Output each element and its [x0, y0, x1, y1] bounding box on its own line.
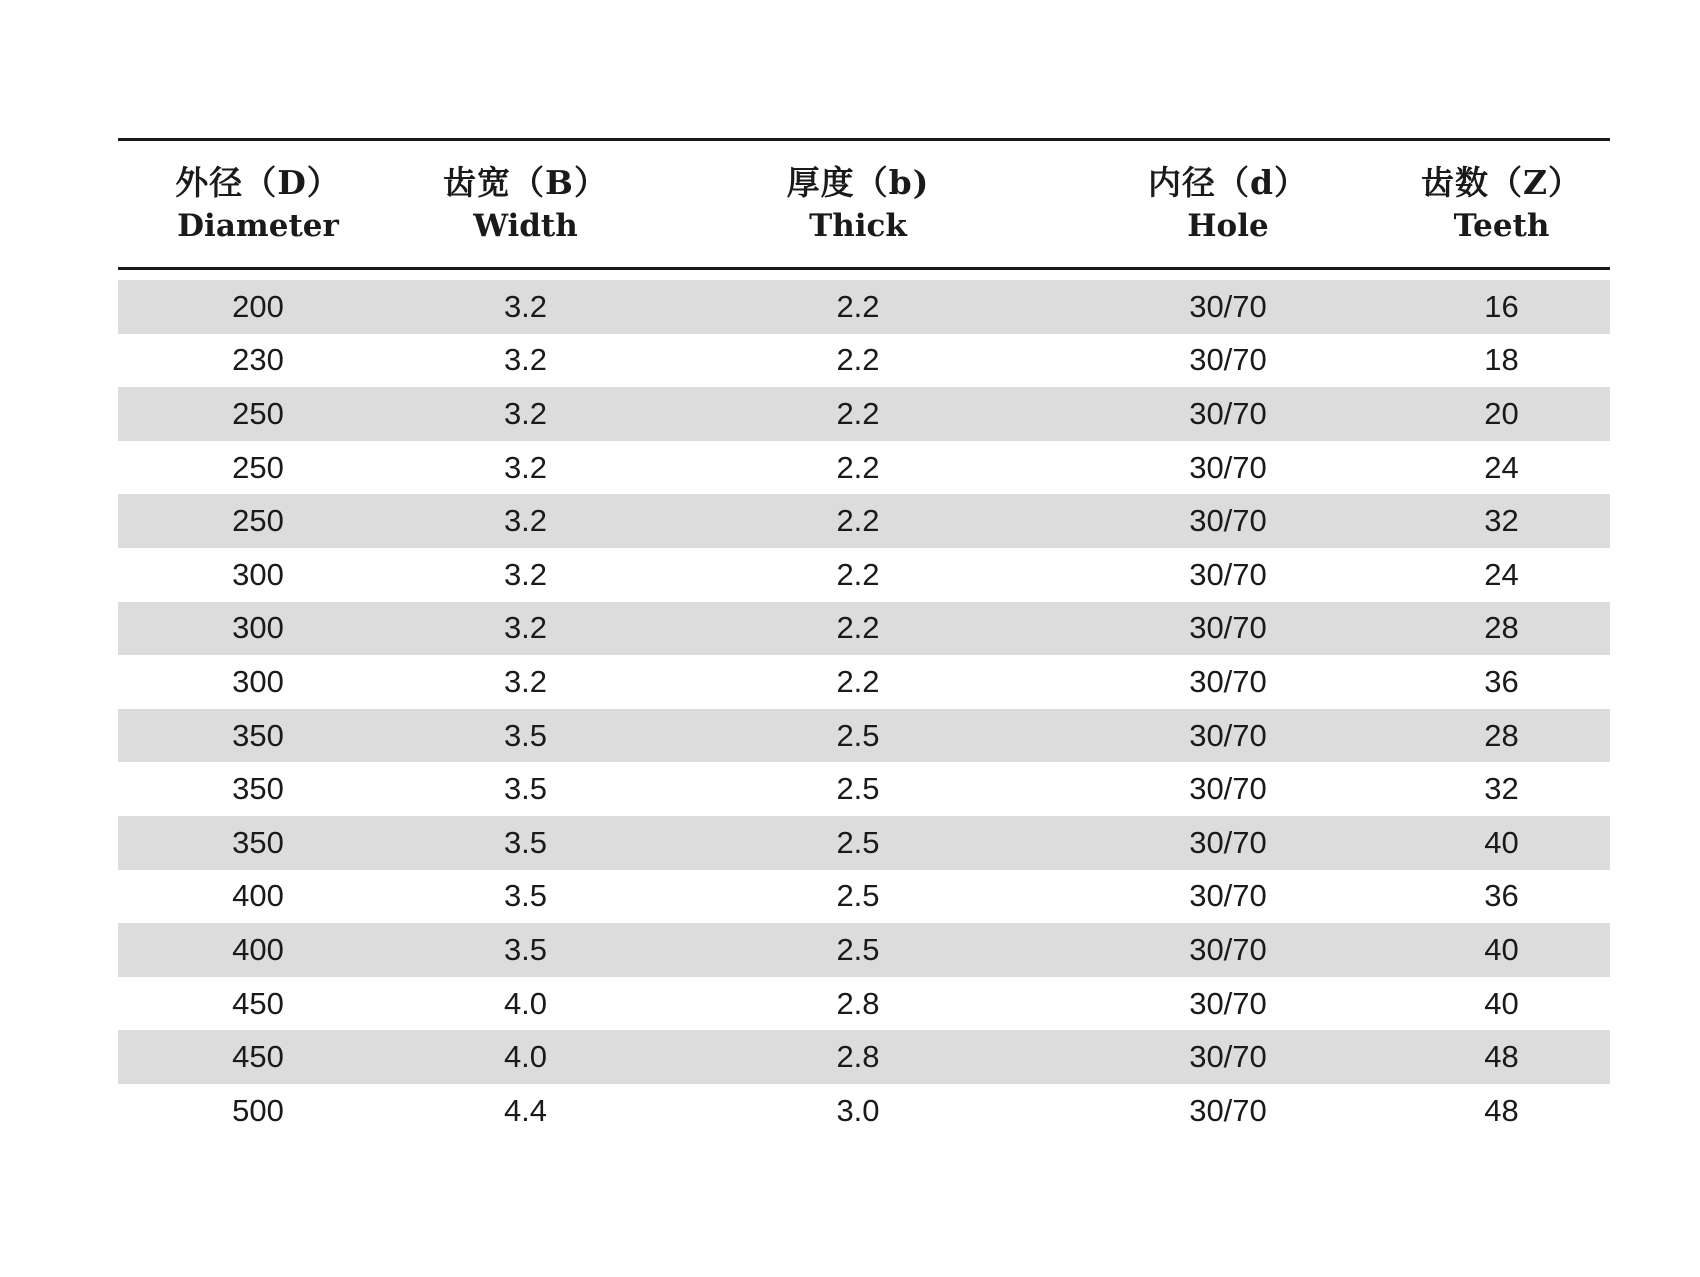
- header-hole: [1063, 140, 1393, 269]
- cell-teeth: 36: [1484, 663, 1519, 699]
- cell-diameter: 200: [118, 280, 398, 334]
- spec-table: [118, 138, 1610, 1138]
- cell-width: 3.5: [503, 878, 548, 914]
- cell-width: 3.5: [503, 771, 548, 807]
- header-teeth: [1393, 140, 1610, 269]
- cell-hole: 30/70: [1063, 494, 1393, 548]
- cell-teeth: 28: [1393, 602, 1610, 656]
- cell-thick: 2.8: [653, 1030, 1063, 1084]
- cell-teeth: 28: [1393, 709, 1610, 763]
- table-row: [118, 709, 1610, 763]
- cell-hole: 30/70: [1189, 449, 1267, 485]
- cell-diameter: 350: [118, 816, 398, 870]
- cell-thick: 2.5: [653, 923, 1063, 977]
- cell-diameter: 230: [232, 342, 284, 378]
- cell-teeth: 32: [1484, 771, 1519, 807]
- cell-teeth: 24: [1484, 556, 1519, 592]
- cell-width: 3.2: [503, 556, 548, 592]
- table-row: [118, 762, 1610, 816]
- table-row: [118, 1030, 1610, 1084]
- header-cn-label: 内径（d）: [1147, 163, 1309, 202]
- cell-diameter: 500: [232, 1092, 284, 1128]
- cell-teeth: 20: [1393, 387, 1610, 441]
- cell-teeth: 40: [1393, 816, 1610, 870]
- cell-diameter: 250: [232, 449, 284, 485]
- cell-teeth: 18: [1484, 342, 1519, 378]
- cell-thick: 2.2: [653, 387, 1063, 441]
- cell-hole: 30/70: [1189, 985, 1267, 1021]
- cell-hole: 30/70: [1063, 816, 1393, 870]
- cell-diameter: 400: [232, 878, 284, 914]
- header-thick: [653, 140, 1063, 269]
- cell-hole: 30/70: [1189, 1092, 1267, 1128]
- cell-thick: 2.5: [836, 771, 880, 807]
- header-cn-label: 厚度（b): [786, 163, 930, 202]
- cell-diameter: 450: [118, 1030, 398, 1084]
- cell-width: 3.2: [398, 387, 653, 441]
- cell-thick: 2.2: [836, 449, 880, 485]
- header-en-label: Diameter: [177, 208, 339, 244]
- table-row: [118, 441, 1610, 495]
- header-en-label: Teeth: [1453, 208, 1550, 244]
- cell-hole: 30/70: [1189, 878, 1267, 914]
- cell-hole: 30/70: [1189, 663, 1267, 699]
- header-en-label: Thick: [809, 208, 907, 244]
- cell-hole: 30/70: [1063, 387, 1393, 441]
- cell-hole: 30/70: [1063, 709, 1393, 763]
- cell-width: 3.5: [398, 709, 653, 763]
- table-row: [118, 655, 1610, 709]
- header-en-label: Width: [473, 208, 578, 244]
- cell-width: 3.2: [398, 280, 653, 334]
- cell-width: 3.2: [398, 494, 653, 548]
- cell-width: 3.2: [503, 449, 548, 485]
- table-header: [118, 140, 1610, 269]
- table-row: [118, 977, 1610, 1031]
- cell-thick: 2.5: [653, 816, 1063, 870]
- cell-thick: 2.2: [653, 602, 1063, 656]
- cell-width: 4.0: [398, 1030, 653, 1084]
- cell-thick: 2.2: [653, 494, 1063, 548]
- cell-hole: 30/70: [1189, 342, 1267, 378]
- cell-hole: 30/70: [1189, 556, 1267, 592]
- cell-hole: 30/70: [1063, 923, 1393, 977]
- cell-width: 4.0: [503, 985, 548, 1021]
- cell-thick: 2.5: [836, 878, 880, 914]
- cell-thick: 2.2: [653, 280, 1063, 334]
- cell-diameter: 300: [232, 556, 284, 592]
- header-en-label: Hole: [1187, 208, 1269, 244]
- table-row: [118, 387, 1610, 441]
- table-row: [118, 1084, 1610, 1138]
- cell-width: 3.2: [503, 342, 548, 378]
- cell-thick: 2.2: [836, 663, 880, 699]
- cell-teeth: 32: [1393, 494, 1610, 548]
- table-row: [118, 334, 1610, 388]
- cell-width: 3.5: [398, 923, 653, 977]
- cell-teeth: 48: [1484, 1092, 1519, 1128]
- cell-thick: 2.5: [653, 709, 1063, 763]
- cell-width: 3.2: [503, 663, 548, 699]
- table-row: [118, 816, 1610, 870]
- cell-thick: 2.2: [836, 342, 880, 378]
- header-width: [398, 140, 653, 269]
- cell-diameter: 450: [232, 985, 284, 1021]
- cell-thick: 3.0: [836, 1092, 880, 1128]
- cell-diameter: 250: [118, 387, 398, 441]
- cell-hole: 30/70: [1063, 1030, 1393, 1084]
- cell-diameter: 350: [232, 771, 284, 807]
- cell-teeth: 40: [1484, 985, 1519, 1021]
- table-row: [118, 494, 1610, 548]
- cell-teeth: 48: [1393, 1030, 1610, 1084]
- table-row: [118, 602, 1610, 656]
- cell-diameter: 300: [232, 663, 284, 699]
- cell-width: 3.5: [398, 816, 653, 870]
- cell-diameter: 350: [118, 709, 398, 763]
- table-body: [118, 269, 1610, 1138]
- header-cn-label: 外径（D）: [175, 163, 341, 202]
- cell-teeth: 40: [1393, 923, 1610, 977]
- table-row: [118, 923, 1610, 977]
- cell-hole: 30/70: [1063, 602, 1393, 656]
- cell-width: 4.4: [503, 1092, 548, 1128]
- header-diameter: [118, 140, 398, 269]
- cell-diameter: 300: [118, 602, 398, 656]
- cell-teeth: 24: [1484, 449, 1519, 485]
- header-cn-label: 齿数（Z）: [1420, 163, 1583, 202]
- table-row: [118, 280, 1610, 334]
- table-row: [118, 548, 1610, 602]
- header-row: [118, 140, 1610, 269]
- spacer-row: [118, 269, 1610, 281]
- cell-width: 3.2: [398, 602, 653, 656]
- cell-thick: 2.8: [836, 985, 880, 1021]
- cell-hole: 30/70: [1189, 771, 1267, 807]
- header-cn-label: 齿宽（B）: [443, 163, 608, 202]
- cell-thick: 2.2: [836, 556, 880, 592]
- cell-diameter: 400: [118, 923, 398, 977]
- cell-teeth: 16: [1393, 280, 1610, 334]
- cell-diameter: 250: [118, 494, 398, 548]
- cell-hole: 30/70: [1063, 280, 1393, 334]
- table-row: [118, 870, 1610, 924]
- cell-teeth: 36: [1484, 878, 1519, 914]
